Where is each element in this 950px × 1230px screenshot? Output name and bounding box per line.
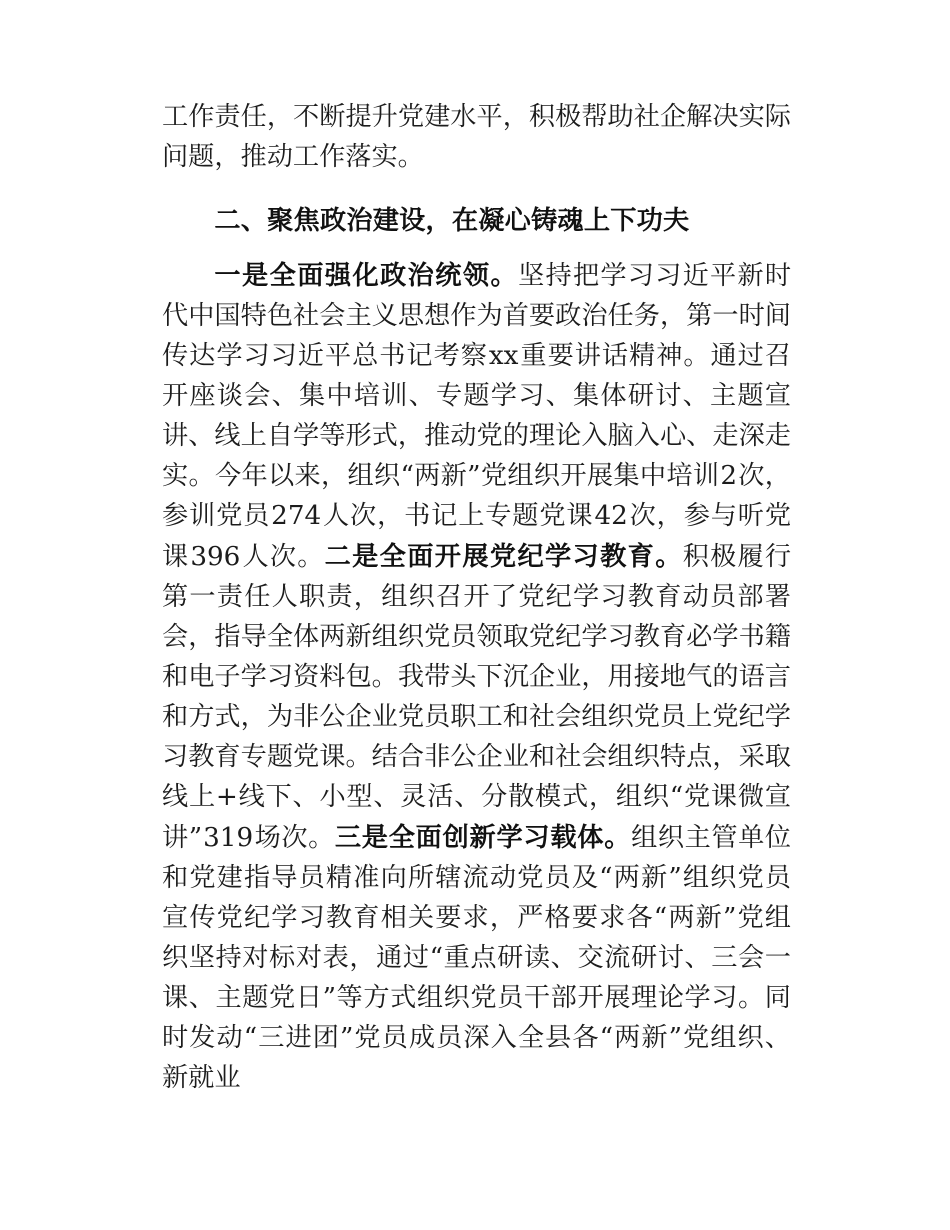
body-run-5: 次，参与听党课 xyxy=(162,501,792,572)
lead-in-point-two: 二是全面开展党纪学习教育。 xyxy=(324,541,683,571)
body-run-3: 次，参训党员 xyxy=(162,461,791,531)
section-heading: 二、聚焦政治建设，在凝心铸魂上下功夫 xyxy=(214,205,690,235)
lead-in-point-three: 三是全面创新学习载体。 xyxy=(334,822,632,852)
body-run-8: 场次。 xyxy=(254,823,335,853)
stat-training-sessions: 2 xyxy=(720,461,737,491)
body-paragraph xyxy=(162,255,791,1098)
spacer-after-heading xyxy=(162,240,791,255)
stat-micro-lecture-count: 319 xyxy=(203,823,254,853)
paragraph-continued: 工作责任，不断提升党建水平，积极帮助社企解决实际问题，推动工作落实。 xyxy=(162,102,791,172)
stat-lecture-count: 42 xyxy=(594,501,628,531)
body-run-2: 重要讲话精神。通过召开座谈会、集中培训、专题学习、集体研讨、主题宣讲、线上自学等形式，推动党的理论入脑入心、走深走实。今年以来，组织“两新”党组织开展集中培训 xyxy=(162,341,792,491)
body-run-1: 坚持把学习习近平新时代中国特色社会主义思想作为首要政治任务，第一时间传达学习习近平总书记考察 xyxy=(162,261,792,371)
body-run-6: 人次。 xyxy=(241,542,325,572)
body-run-9: 组织主管单位和党建指导员精准向所辖流动党员及“两新”组织党员宣传党纪学习教育相关要求，严格要求各“两新”党组织坚持对标对表，通过“重点研读、交流研讨、三会一课、主题党日”等方式组织党员干部开展理论学习。同时发动“三进团”党员成员深入全县各“两新”党组织、新就业 xyxy=(162,823,791,1093)
lead-in-point-one: 一是全面强化政治统领。 xyxy=(214,260,519,290)
body-run-4: 人次，书记上专题党课 xyxy=(322,501,594,531)
stat-trainee-count: 274 xyxy=(271,501,322,531)
stat-attendance-count: 396 xyxy=(190,542,241,572)
text-column xyxy=(162,97,791,1098)
spacer-before-heading xyxy=(162,177,791,200)
latin-token-xx: xx xyxy=(488,341,519,371)
body-run-7: 积极履行第一责任人职责，组织召开了党纪学习教育动员部署会，指导全体两新组织党员领取党纪学习教育必学书籍和电子学习资料包。我带头下沉企业，用接地气的语言和方式，为非公企业党员职工和社会组织党员上党纪学习教育专题党课。结合非公企业和社会组织特点，采取线上+线下、小型、灵活、分散模式，组织“党课微宣讲” xyxy=(162,542,792,853)
